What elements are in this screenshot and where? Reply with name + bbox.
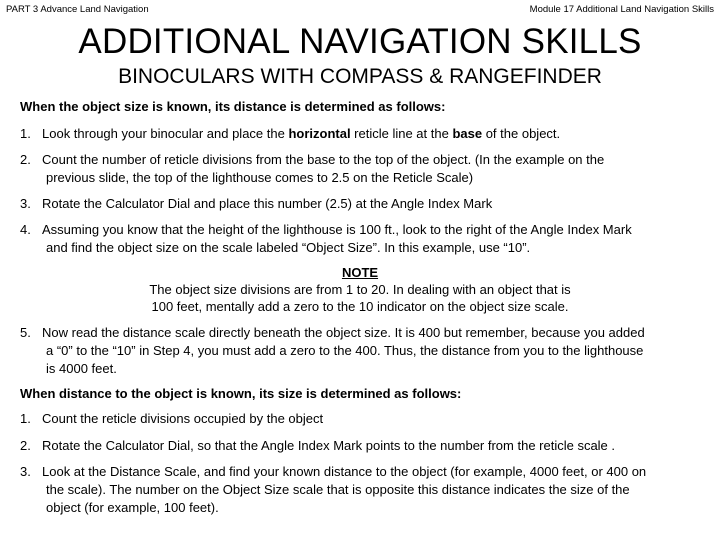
- note-text: 100 feet, mentally add a zero to the 10 indicator on the object size scale.: [151, 299, 569, 314]
- item-text: previous slide, the top of the lighthouse comes to 2.5 on the Reticle Scale): [46, 170, 474, 185]
- item-number: 3.: [20, 464, 31, 479]
- item-text: Rotate the Calculator Dial and place this number (2.5) at the Angle Index Mark: [42, 196, 493, 211]
- header-part-label: PART 3 Advance Land Navigation: [6, 4, 149, 15]
- item-text: Rotate the Calculator Dial, so that the Angle Index Mark points to the number from the reticle scale .: [42, 438, 616, 453]
- list-item: [20, 324, 710, 378]
- item-number: 2.: [20, 438, 31, 453]
- item-text: the scale). The number on the Object Size scale that is opposite this distance indicates the size of the: [46, 482, 630, 497]
- item-number: 5.: [20, 325, 31, 340]
- list-item: [20, 125, 710, 143]
- page-subtitle: BINOCULARS WITH COMPASS & RANGEFINDER: [118, 65, 602, 88]
- list-item: [20, 151, 710, 187]
- list-item: [20, 195, 710, 213]
- item-text: Now read the distance scale directly beneath the object size. It is 400 but remember, because you added: [42, 325, 645, 340]
- section-heading-size-known: When the object size is known, its distance is determined as follows:: [20, 99, 446, 114]
- list-item: [20, 410, 710, 428]
- item-number: 2.: [20, 152, 31, 167]
- item-text: a “0” to the “10” in Step 4, you must add a zero to the 400. Thus, the distance from you to the lighthouse: [46, 343, 644, 358]
- note-block: [0, 264, 720, 315]
- item-text: object (for example, 100 feet).: [46, 500, 219, 515]
- note-text: The object size divisions are from 1 to 20. In dealing with an object that is: [149, 282, 571, 297]
- list-item: [20, 221, 710, 257]
- item-text: is 4000 feet.: [46, 361, 117, 376]
- page-title: ADDITIONAL NAVIGATION SKILLS: [78, 22, 642, 61]
- item-text: Count the number of reticle divisions from the base to the top of the object. (In the example on the: [42, 152, 605, 167]
- item-number: 1.: [20, 126, 31, 141]
- item-text: Count the reticle divisions occupied by the object: [42, 411, 324, 426]
- item-text: Look through your binocular and place the horizontal reticle line at the base of the object.: [42, 126, 561, 141]
- item-number: 4.: [20, 222, 31, 237]
- list-item: [20, 437, 710, 455]
- item-text: Assuming you know that the height of the lighthouse is 100 ft., look to the right of the Angle Index Mark: [42, 222, 632, 237]
- list-item: [20, 463, 710, 517]
- header-module-label: Module 17 Additional Land Navigation Skills: [529, 4, 714, 15]
- item-text: Look at the Distance Scale, and find your known distance to the object (for example, 4000 feet, or 400 on: [42, 464, 647, 479]
- section-heading-distance-known: When distance to the object is known, its size is determined as follows:: [20, 386, 462, 401]
- item-number: 1.: [20, 411, 31, 426]
- item-text: and find the object size on the scale labeled “Object Size”. In this example, use “10”.: [46, 240, 531, 255]
- note-title: NOTE: [341, 265, 379, 280]
- item-number: 3.: [20, 196, 31, 211]
